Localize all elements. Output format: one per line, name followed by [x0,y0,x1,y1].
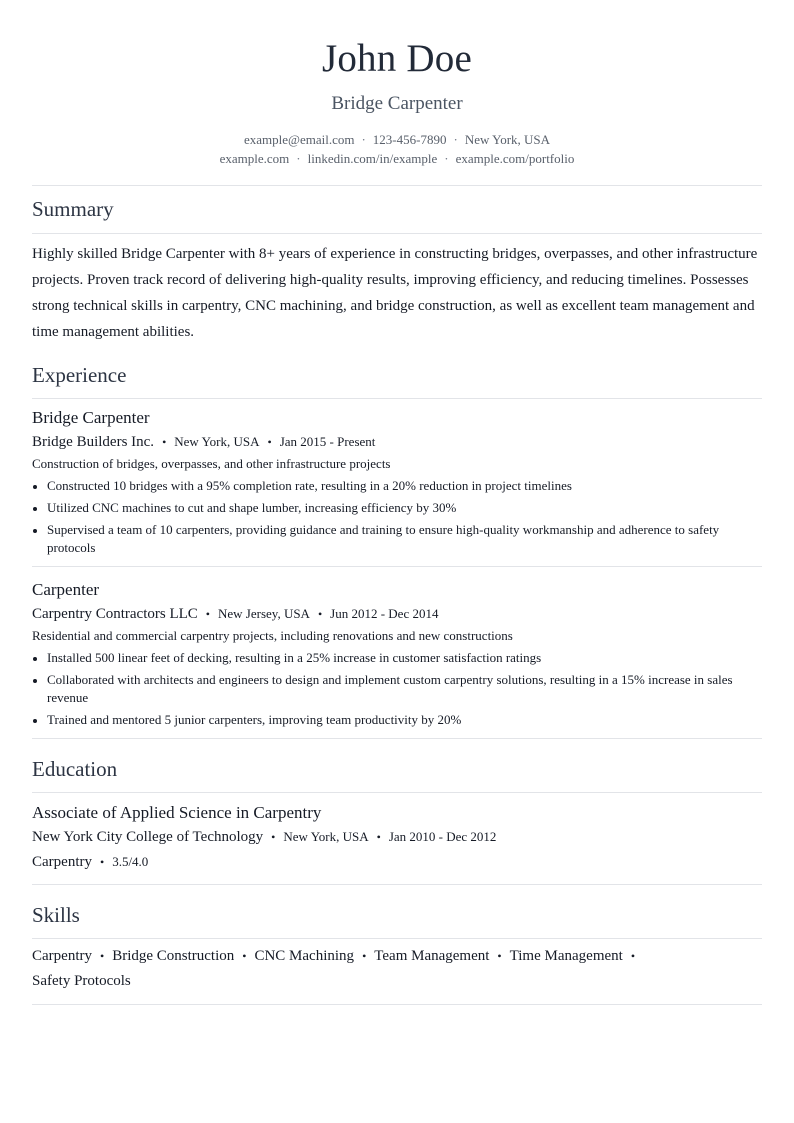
contact-separator: · [444,151,449,166]
meta-bullet: • [267,435,272,449]
skill-item: Bridge Construction [112,948,235,964]
skills-heading: Skills [32,903,80,927]
section-divider [32,792,762,793]
meta-bullet: • [205,607,210,621]
job-location: New York, USA [174,434,260,449]
skill-bullet: • [497,949,502,963]
contact-line-links [32,149,762,168]
skill-bullet: • [242,949,247,963]
skill-bullet: • [630,949,636,963]
job-description: Construction of bridges, overpasses, and other infrastructure projects [32,456,391,471]
job-dates: Jun 2012 - Dec 2014 [330,606,439,621]
section-divider [32,233,762,234]
job-achievements [32,649,762,729]
job-meta [32,604,762,624]
achievement-item: Installed 500 linear feet of decking, resulting in a 25% increase in customer satisfaction ratings [32,649,762,667]
contact-line-primary [32,130,762,149]
entry-divider [32,566,762,567]
skill-item: Carpentry [32,948,92,964]
company-name: Carpentry Contractors LLC [32,606,198,622]
website-link[interactable]: example.com [219,151,290,166]
linkedin-link[interactable]: linkedin.com/in/example [307,151,438,166]
gpa-value: 3.5/4.0 [112,854,149,869]
job-dates: Jan 2015 - Present [279,434,376,449]
experience-heading: Experience [32,363,127,387]
school-location: New York, USA [283,829,369,844]
job-location: New Jersey, USA [218,606,310,621]
education-meta [32,827,762,847]
section-divider [32,185,762,186]
candidate-role: Bridge Carpenter [331,93,463,114]
skill-item: Team Management [374,948,490,964]
job-entry [32,579,762,729]
meta-bullet: • [376,830,381,844]
resume-page [32,0,762,1005]
contact-separator: · [453,132,458,147]
section-divider [32,884,762,885]
education-entry [32,802,762,872]
summary-text: Highly skilled Bridge Carpenter with 8+ years of experience in constructing bridges, overpasses, and other infrastructure projects. Proven track record of delivering high-quality results, improving efficiency, and reducing timelines. Possesses strong technical skills in carpentry, CNC machining, and bridge construction, as well as excellent team management and time management abilities. [32,246,758,340]
job-title: Bridge Carpenter [32,408,150,427]
meta-bullet: • [317,607,323,621]
achievement-item: Collaborated with architects and engineers to design and implement custom carpentry solutions, resulting in a 15% increase in sales revenue [32,671,762,707]
achievement-item: Trained and mentored 5 junior carpenters, improving team productivity by 20% [32,711,762,729]
education-dates: Jan 2010 - Dec 2012 [388,829,497,844]
section-divider [32,1004,762,1005]
job-entry [32,407,762,557]
school-name: New York City College of Technology [32,829,264,845]
section-divider [32,398,762,399]
skill-bullet: • [362,949,367,963]
achievement-item: Utilized CNC machines to cut and shape lumber, increasing efficiency by 30% [32,499,762,517]
meta-bullet: • [271,830,276,844]
education-heading: Education [32,757,118,781]
section-divider [32,738,762,739]
resume-header [32,0,762,168]
skill-bullet: • [99,949,105,963]
degree-title: Associate of Applied Science in Carpentry [32,803,322,822]
skill-item: Safety Protocols [32,973,131,989]
skills-list [32,944,762,994]
email-link[interactable]: example@email.com [243,132,355,147]
portfolio-link[interactable]: example.com/portfolio [455,151,575,166]
education-field-meta [32,852,762,872]
company-name: Bridge Builders Inc. [32,434,155,450]
summary-heading: Summary [32,197,114,221]
meta-bullet: • [99,855,105,869]
achievement-item: Constructed 10 bridges with a 95% completion rate, resulting in a 20% reduction in project timelines [32,477,762,495]
achievement-item: Supervised a team of 10 carpenters, providing guidance and training to ensure high-quality workmanship and adherence to safety protocols [32,521,762,557]
skill-item: Time Management [509,948,623,964]
job-achievements [32,477,762,557]
phone-number[interactable]: 123-456-7890 [372,132,447,147]
job-meta [32,432,762,452]
contact-separator: · [361,132,366,147]
section-divider [32,938,762,939]
skill-item: CNC Machining [254,948,355,964]
job-description: Residential and commercial carpentry projects, including renovations and new constructions [32,628,513,643]
job-title: Carpenter [32,580,100,599]
field-of-study: Carpentry [32,854,92,870]
candidate-name: John Doe [321,37,472,80]
contact-separator: · [296,151,301,166]
candidate-location: New York, USA [464,132,551,147]
meta-bullet: • [162,435,167,449]
